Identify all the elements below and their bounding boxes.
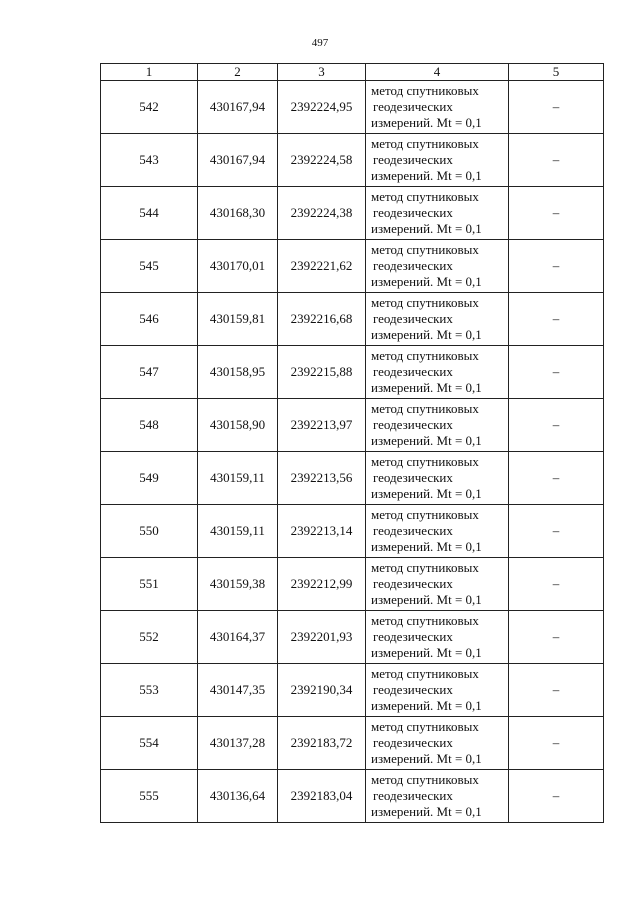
note-cell: – bbox=[509, 134, 604, 187]
table-row bbox=[101, 558, 604, 611]
method-line: измерений. Mt = 0,1 bbox=[371, 698, 482, 713]
table-row bbox=[101, 293, 604, 346]
method-line: геодезических bbox=[373, 205, 453, 220]
point-number-cell: 544 bbox=[101, 187, 198, 240]
method-cell bbox=[366, 505, 509, 558]
method-cell bbox=[366, 240, 509, 293]
method-line: измерений. Mt = 0,1 bbox=[371, 592, 482, 607]
point-number-cell: 548 bbox=[101, 399, 198, 452]
method-line: измерений. Mt = 0,1 bbox=[371, 274, 482, 289]
method-cell bbox=[366, 187, 509, 240]
y-coordinate-cell: 2392221,62 bbox=[278, 240, 366, 293]
table-row bbox=[101, 717, 604, 770]
x-coordinate-cell: 430158,95 bbox=[198, 346, 278, 399]
page-number: 497 bbox=[311, 37, 329, 49]
x-coordinate-cell: 430137,28 bbox=[198, 717, 278, 770]
point-number-cell: 551 bbox=[101, 558, 198, 611]
method-line: геодезических bbox=[373, 258, 453, 273]
point-number-cell: 542 bbox=[101, 81, 198, 134]
point-number-cell: 545 bbox=[101, 240, 198, 293]
method-line: метод спутниковых bbox=[371, 242, 479, 257]
method-line: метод спутниковых bbox=[371, 83, 479, 98]
table-row bbox=[101, 399, 604, 452]
method-cell bbox=[366, 399, 509, 452]
method-line: измерений. Mt = 0,1 bbox=[371, 115, 482, 130]
method-line: метод спутниковых bbox=[371, 401, 479, 416]
method-line: метод спутниковых bbox=[371, 719, 479, 734]
method-line: геодезических bbox=[373, 629, 453, 644]
method-line: геодезических bbox=[373, 788, 453, 803]
note-cell: – bbox=[509, 240, 604, 293]
method-cell bbox=[366, 611, 509, 664]
method-line: метод спутниковых bbox=[371, 666, 479, 681]
note-cell: – bbox=[509, 770, 604, 823]
method-line: измерений. Mt = 0,1 bbox=[371, 486, 482, 501]
method-line: измерений. Mt = 0,1 bbox=[371, 327, 482, 342]
table-row bbox=[101, 346, 604, 399]
method-line: метод спутниковых bbox=[371, 295, 479, 310]
note-cell: – bbox=[509, 81, 604, 134]
table-row bbox=[101, 770, 604, 823]
point-number-cell: 546 bbox=[101, 293, 198, 346]
y-coordinate-cell: 2392183,72 bbox=[278, 717, 366, 770]
x-coordinate-cell: 430167,94 bbox=[198, 81, 278, 134]
point-number-cell: 543 bbox=[101, 134, 198, 187]
method-line: метод спутниковых bbox=[371, 507, 479, 522]
y-coordinate-cell: 2392190,34 bbox=[278, 664, 366, 717]
method-line: измерений. Mt = 0,1 bbox=[371, 645, 482, 660]
method-line: геодезических bbox=[373, 417, 453, 432]
x-coordinate-cell: 430159,11 bbox=[198, 452, 278, 505]
method-line: измерений. Mt = 0,1 bbox=[371, 804, 482, 819]
method-line: измерений. Mt = 0,1 bbox=[371, 168, 482, 183]
method-cell bbox=[366, 770, 509, 823]
point-number-cell: 552 bbox=[101, 611, 198, 664]
x-coordinate-cell: 430158,90 bbox=[198, 399, 278, 452]
point-number-cell: 550 bbox=[101, 505, 198, 558]
method-line: геодезических bbox=[373, 735, 453, 750]
x-coordinate-cell: 430159,38 bbox=[198, 558, 278, 611]
method-line: измерений. Mt = 0,1 bbox=[371, 380, 482, 395]
y-coordinate-cell: 2392201,93 bbox=[278, 611, 366, 664]
method-line: геодезических bbox=[373, 470, 453, 485]
note-cell: – bbox=[509, 611, 604, 664]
x-coordinate-cell: 430170,01 bbox=[198, 240, 278, 293]
method-line: геодезических bbox=[373, 99, 453, 114]
x-coordinate-cell: 430136,64 bbox=[198, 770, 278, 823]
table-row bbox=[101, 134, 604, 187]
x-coordinate-cell: 430164,37 bbox=[198, 611, 278, 664]
point-number-cell: 555 bbox=[101, 770, 198, 823]
x-coordinate-cell: 430168,30 bbox=[198, 187, 278, 240]
note-cell: – bbox=[509, 187, 604, 240]
method-line: геодезических bbox=[373, 576, 453, 591]
x-coordinate-cell: 430159,81 bbox=[198, 293, 278, 346]
note-cell: – bbox=[509, 505, 604, 558]
column-header: 1 bbox=[101, 64, 198, 81]
y-coordinate-cell: 2392224,58 bbox=[278, 134, 366, 187]
method-cell bbox=[366, 717, 509, 770]
method-line: измерений. Mt = 0,1 bbox=[371, 433, 482, 448]
method-line: метод спутниковых bbox=[371, 560, 479, 575]
method-line: метод спутниковых bbox=[371, 772, 479, 787]
table-row bbox=[101, 81, 604, 134]
y-coordinate-cell: 2392213,14 bbox=[278, 505, 366, 558]
note-cell: – bbox=[509, 452, 604, 505]
column-header: 3 bbox=[278, 64, 366, 81]
table-row bbox=[101, 505, 604, 558]
y-coordinate-cell: 2392212,99 bbox=[278, 558, 366, 611]
method-cell bbox=[366, 664, 509, 717]
note-cell: – bbox=[509, 664, 604, 717]
method-line: геодезических bbox=[373, 152, 453, 167]
note-cell: – bbox=[509, 717, 604, 770]
note-cell: – bbox=[509, 399, 604, 452]
x-coordinate-cell: 430147,35 bbox=[198, 664, 278, 717]
method-line: геодезических bbox=[373, 364, 453, 379]
point-number-cell: 553 bbox=[101, 664, 198, 717]
column-header: 5 bbox=[509, 64, 604, 81]
method-cell bbox=[366, 346, 509, 399]
table-header-row bbox=[101, 64, 604, 81]
y-coordinate-cell: 2392183,04 bbox=[278, 770, 366, 823]
method-line: измерений. Mt = 0,1 bbox=[371, 221, 482, 236]
column-header: 2 bbox=[198, 64, 278, 81]
y-coordinate-cell: 2392216,68 bbox=[278, 293, 366, 346]
method-line: геодезических bbox=[373, 682, 453, 697]
x-coordinate-cell: 430167,94 bbox=[198, 134, 278, 187]
method-cell bbox=[366, 452, 509, 505]
method-line: геодезических bbox=[373, 523, 453, 538]
y-coordinate-cell: 2392215,88 bbox=[278, 346, 366, 399]
point-number-cell: 547 bbox=[101, 346, 198, 399]
point-number-cell: 549 bbox=[101, 452, 198, 505]
note-cell: – bbox=[509, 293, 604, 346]
table-row bbox=[101, 187, 604, 240]
method-line: измерений. Mt = 0,1 bbox=[371, 539, 482, 554]
table-row bbox=[101, 452, 604, 505]
point-number-cell: 554 bbox=[101, 717, 198, 770]
y-coordinate-cell: 2392213,97 bbox=[278, 399, 366, 452]
method-line: метод спутниковых bbox=[371, 189, 479, 204]
method-line: метод спутниковых bbox=[371, 454, 479, 469]
method-cell bbox=[366, 134, 509, 187]
method-line: метод спутниковых bbox=[371, 348, 479, 363]
x-coordinate-cell: 430159,11 bbox=[198, 505, 278, 558]
method-line: метод спутниковых bbox=[371, 136, 479, 151]
table-row bbox=[101, 611, 604, 664]
table-row bbox=[101, 240, 604, 293]
method-cell bbox=[366, 558, 509, 611]
y-coordinate-cell: 2392213,56 bbox=[278, 452, 366, 505]
coordinates-table bbox=[100, 63, 604, 823]
y-coordinate-cell: 2392224,38 bbox=[278, 187, 366, 240]
method-cell bbox=[366, 81, 509, 134]
column-header: 4 bbox=[366, 64, 509, 81]
method-line: геодезических bbox=[373, 311, 453, 326]
method-line: измерений. Mt = 0,1 bbox=[371, 751, 482, 766]
note-cell: – bbox=[509, 346, 604, 399]
method-line: метод спутниковых bbox=[371, 613, 479, 628]
table-row bbox=[101, 664, 604, 717]
y-coordinate-cell: 2392224,95 bbox=[278, 81, 366, 134]
note-cell: – bbox=[509, 558, 604, 611]
method-cell bbox=[366, 293, 509, 346]
